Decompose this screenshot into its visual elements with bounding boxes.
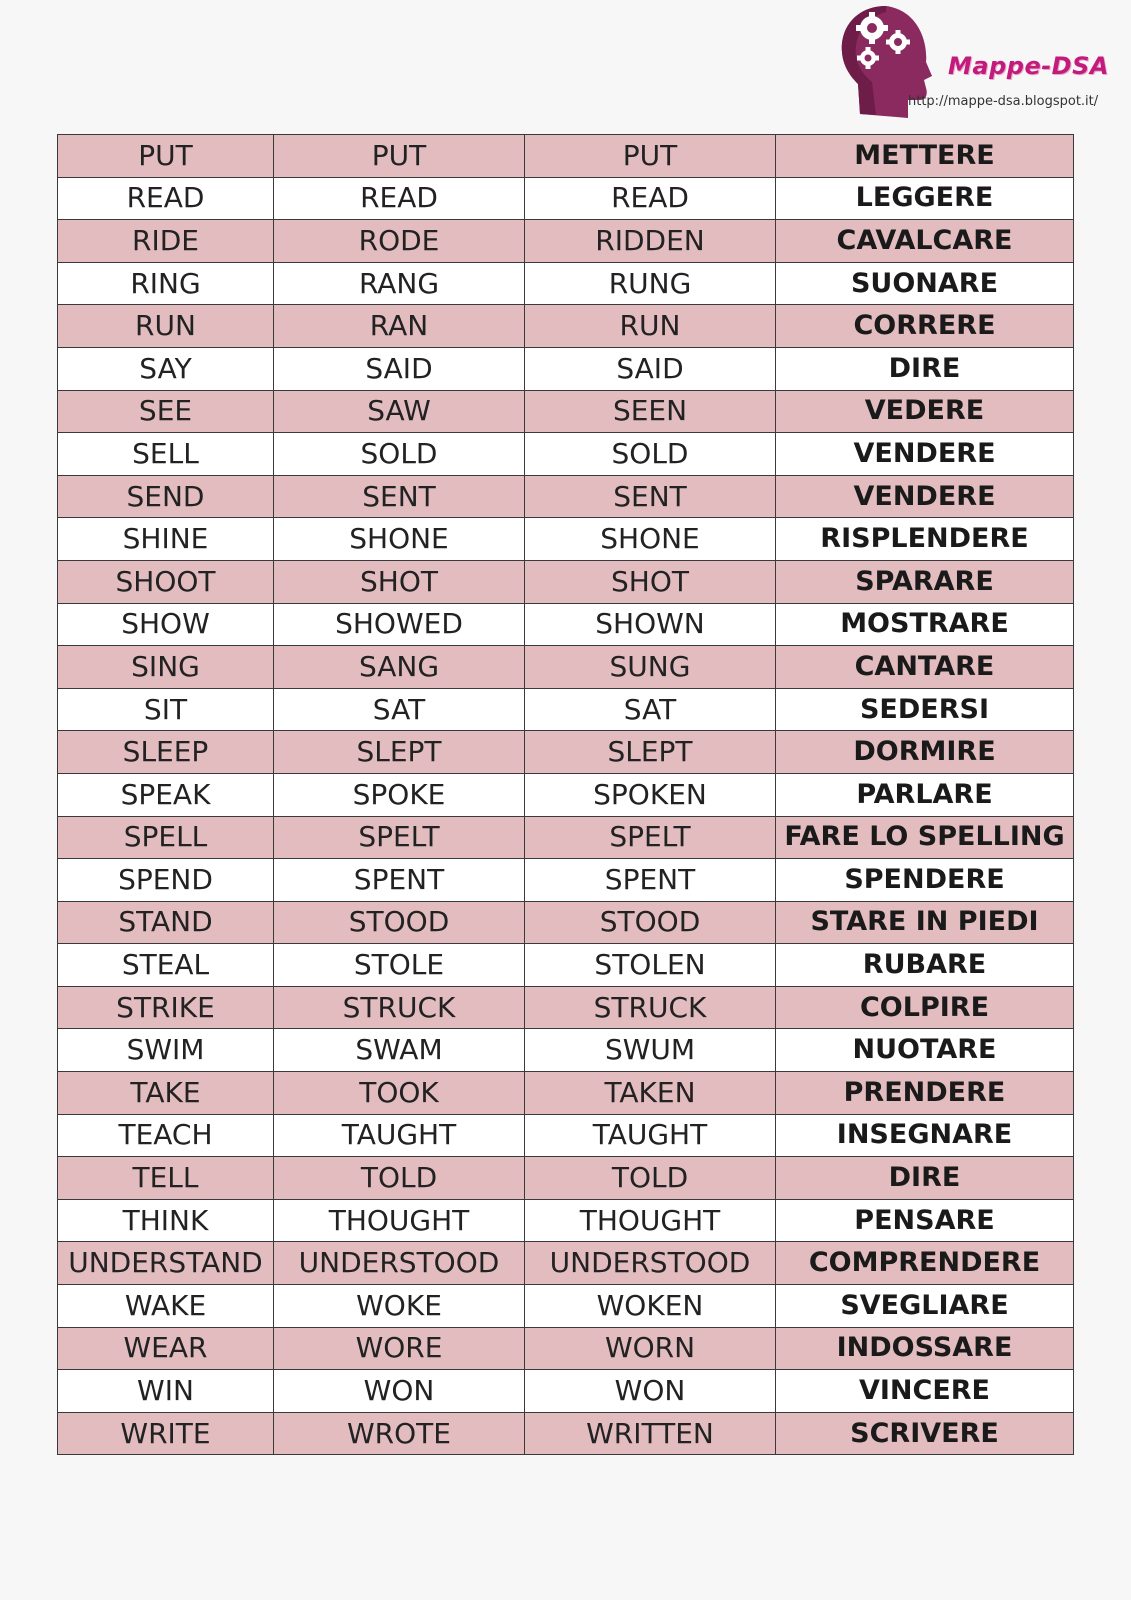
meaning-cell: RUBARE <box>776 944 1074 987</box>
past-participle-cell: SEEN <box>525 390 776 433</box>
meaning-cell: SUONARE <box>776 262 1074 305</box>
table-row <box>58 518 1074 561</box>
past-simple-cell: RANG <box>274 262 525 305</box>
table-row <box>58 433 1074 476</box>
past-participle-cell: TAKEN <box>525 1072 776 1115</box>
past-participle-cell: TAUGHT <box>525 1114 776 1157</box>
past-participle-cell: SPELT <box>525 816 776 859</box>
brand-logo[interactable] <box>830 0 1120 122</box>
past-participle-cell: STRUCK <box>525 986 776 1029</box>
base-form-cell: SHOOT <box>58 560 274 603</box>
table-row <box>58 177 1074 220</box>
past-participle-cell: SPENT <box>525 859 776 902</box>
past-participle-cell: WON <box>525 1370 776 1413</box>
meaning-cell: COMPRENDERE <box>776 1242 1074 1285</box>
meaning-cell: MOSTRARE <box>776 603 1074 646</box>
past-participle-cell: SAT <box>525 688 776 731</box>
table-row <box>58 688 1074 731</box>
base-form-cell: RIDE <box>58 220 274 263</box>
past-simple-cell: UNDERSTOOD <box>274 1242 525 1285</box>
past-simple-cell: SOLD <box>274 433 525 476</box>
past-participle-cell: PUT <box>525 135 776 178</box>
past-simple-cell: STRUCK <box>274 986 525 1029</box>
past-simple-cell: SPELT <box>274 816 525 859</box>
meaning-cell: PENSARE <box>776 1199 1074 1242</box>
base-form-cell: STRIKE <box>58 986 274 1029</box>
table-row <box>58 1242 1074 1285</box>
table-row <box>58 1114 1074 1157</box>
table-row <box>58 1285 1074 1328</box>
meaning-cell: METTERE <box>776 135 1074 178</box>
past-simple-cell: TOOK <box>274 1072 525 1115</box>
base-form-cell: STEAL <box>58 944 274 987</box>
base-form-cell: SELL <box>58 433 274 476</box>
table-row <box>58 731 1074 774</box>
meaning-cell: CAVALCARE <box>776 220 1074 263</box>
past-participle-cell: STOOD <box>525 901 776 944</box>
meaning-cell: DORMIRE <box>776 731 1074 774</box>
table-row <box>58 135 1074 178</box>
base-form-cell: WAKE <box>58 1285 274 1328</box>
past-simple-cell: TOLD <box>274 1157 525 1200</box>
past-participle-cell: WORN <box>525 1327 776 1370</box>
past-simple-cell: SPENT <box>274 859 525 902</box>
table-row <box>58 262 1074 305</box>
meaning-cell: PRENDERE <box>776 1072 1074 1115</box>
base-form-cell: TELL <box>58 1157 274 1200</box>
base-form-cell: SHINE <box>58 518 274 561</box>
base-form-cell: STAND <box>58 901 274 944</box>
past-simple-cell: SANG <box>274 646 525 689</box>
table-row <box>58 347 1074 390</box>
table-row <box>58 944 1074 987</box>
past-simple-cell: TAUGHT <box>274 1114 525 1157</box>
irregular-verbs-table <box>57 134 1074 1455</box>
meaning-cell: PARLARE <box>776 773 1074 816</box>
base-form-cell: SEE <box>58 390 274 433</box>
base-form-cell: TEACH <box>58 1114 274 1157</box>
table-row <box>58 1029 1074 1072</box>
meaning-cell: STARE IN PIEDI <box>776 901 1074 944</box>
base-form-cell: SAY <box>58 347 274 390</box>
past-participle-cell: SHONE <box>525 518 776 561</box>
meaning-cell: VENDERE <box>776 475 1074 518</box>
table-row <box>58 1412 1074 1455</box>
past-participle-cell: SHOWN <box>525 603 776 646</box>
table-row <box>58 859 1074 902</box>
brand-url[interactable]: http://mappe-dsa.blogspot.it/ <box>908 94 1099 109</box>
past-simple-cell: SHOWED <box>274 603 525 646</box>
past-participle-cell: SAID <box>525 347 776 390</box>
past-participle-cell: RIDDEN <box>525 220 776 263</box>
meaning-cell: CANTARE <box>776 646 1074 689</box>
base-form-cell: SEND <box>58 475 274 518</box>
table-row <box>58 1199 1074 1242</box>
past-participle-cell: RUNG <box>525 262 776 305</box>
table-row <box>58 1157 1074 1200</box>
past-participle-cell: SPOKEN <box>525 773 776 816</box>
table-row <box>58 560 1074 603</box>
base-form-cell: SWIM <box>58 1029 274 1072</box>
base-form-cell: WRITE <box>58 1412 274 1455</box>
table-row <box>58 773 1074 816</box>
base-form-cell: RING <box>58 262 274 305</box>
past-simple-cell: RODE <box>274 220 525 263</box>
meaning-cell: SEDERSI <box>776 688 1074 731</box>
past-participle-cell: TOLD <box>525 1157 776 1200</box>
past-participle-cell: SWUM <box>525 1029 776 1072</box>
past-simple-cell: SLEPT <box>274 731 525 774</box>
base-form-cell: TAKE <box>58 1072 274 1115</box>
meaning-cell: VENDERE <box>776 433 1074 476</box>
past-participle-cell: WRITTEN <box>525 1412 776 1455</box>
meaning-cell: SCRIVERE <box>776 1412 1074 1455</box>
past-simple-cell: WROTE <box>274 1412 525 1455</box>
table-row <box>58 475 1074 518</box>
past-simple-cell: WON <box>274 1370 525 1413</box>
table-row <box>58 1327 1074 1370</box>
past-simple-cell: SAW <box>274 390 525 433</box>
table-row <box>58 901 1074 944</box>
past-simple-cell: THOUGHT <box>274 1199 525 1242</box>
past-simple-cell: SPOKE <box>274 773 525 816</box>
base-form-cell: SPEAK <box>58 773 274 816</box>
base-form-cell: SLEEP <box>58 731 274 774</box>
past-simple-cell: PUT <box>274 135 525 178</box>
past-simple-cell: SENT <box>274 475 525 518</box>
base-form-cell: RUN <box>58 305 274 348</box>
table-row <box>58 1370 1074 1413</box>
meaning-cell: CORRERE <box>776 305 1074 348</box>
base-form-cell: WIN <box>58 1370 274 1413</box>
table-row <box>58 1072 1074 1115</box>
past-simple-cell: SWAM <box>274 1029 525 1072</box>
table-row <box>58 220 1074 263</box>
past-simple-cell: WORE <box>274 1327 525 1370</box>
past-simple-cell: SHONE <box>274 518 525 561</box>
table-row <box>58 305 1074 348</box>
past-participle-cell: SHOT <box>525 560 776 603</box>
table-row <box>58 986 1074 1029</box>
past-simple-cell: SHOT <box>274 560 525 603</box>
meaning-cell: INDOSSARE <box>776 1327 1074 1370</box>
base-form-cell: SHOW <box>58 603 274 646</box>
table-row <box>58 816 1074 859</box>
meaning-cell: VEDERE <box>776 390 1074 433</box>
past-participle-cell: THOUGHT <box>525 1199 776 1242</box>
past-simple-cell: READ <box>274 177 525 220</box>
past-participle-cell: READ <box>525 177 776 220</box>
meaning-cell: INSEGNARE <box>776 1114 1074 1157</box>
meaning-cell: NUOTARE <box>776 1029 1074 1072</box>
base-form-cell: SPEND <box>58 859 274 902</box>
table-row <box>58 646 1074 689</box>
meaning-cell: VINCERE <box>776 1370 1074 1413</box>
base-form-cell: SPELL <box>58 816 274 859</box>
meaning-cell: SVEGLIARE <box>776 1285 1074 1328</box>
past-simple-cell: SAID <box>274 347 525 390</box>
past-participle-cell: SOLD <box>525 433 776 476</box>
table-row <box>58 390 1074 433</box>
past-simple-cell: STOOD <box>274 901 525 944</box>
past-simple-cell: SAT <box>274 688 525 731</box>
base-form-cell: UNDERSTAND <box>58 1242 274 1285</box>
meaning-cell: LEGGERE <box>776 177 1074 220</box>
past-simple-cell: RAN <box>274 305 525 348</box>
past-simple-cell: WOKE <box>274 1285 525 1328</box>
meaning-cell: RISPLENDERE <box>776 518 1074 561</box>
base-form-cell: SING <box>58 646 274 689</box>
past-participle-cell: RUN <box>525 305 776 348</box>
base-form-cell: READ <box>58 177 274 220</box>
past-participle-cell: WOKEN <box>525 1285 776 1328</box>
past-participle-cell: SUNG <box>525 646 776 689</box>
verb-table-body <box>58 135 1074 1455</box>
past-participle-cell: UNDERSTOOD <box>525 1242 776 1285</box>
meaning-cell: SPENDERE <box>776 859 1074 902</box>
base-form-cell: THINK <box>58 1199 274 1242</box>
base-form-cell: WEAR <box>58 1327 274 1370</box>
meaning-cell: SPARARE <box>776 560 1074 603</box>
base-form-cell: PUT <box>58 135 274 178</box>
meaning-cell: DIRE <box>776 347 1074 390</box>
past-participle-cell: STOLEN <box>525 944 776 987</box>
meaning-cell: DIRE <box>776 1157 1074 1200</box>
table-row <box>58 603 1074 646</box>
past-participle-cell: SENT <box>525 475 776 518</box>
base-form-cell: SIT <box>58 688 274 731</box>
meaning-cell: FARE LO SPELLING <box>776 816 1074 859</box>
past-simple-cell: STOLE <box>274 944 525 987</box>
past-participle-cell: SLEPT <box>525 731 776 774</box>
meaning-cell: COLPIRE <box>776 986 1074 1029</box>
brand-name: Mappe-DSA <box>948 52 1109 80</box>
